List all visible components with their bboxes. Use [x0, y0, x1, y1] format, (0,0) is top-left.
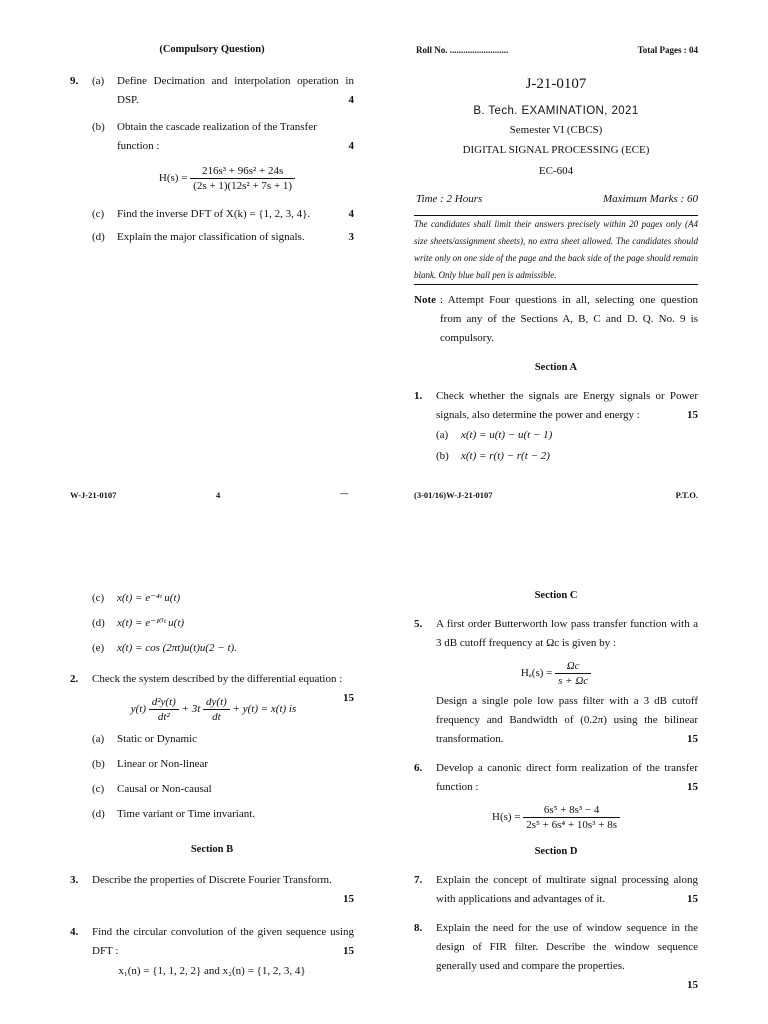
- part-text: Define Decimation and interpolation operation in DSP.: [117, 75, 354, 106]
- question-text: Check whether the signals are Energy signals or Power signals, also determine the power and energy :: [436, 390, 698, 421]
- roll-number: Roll No. ..........................: [416, 45, 509, 55]
- marks: 15: [687, 733, 698, 745]
- part-label: (e): [92, 642, 105, 654]
- question-1: [414, 387, 698, 425]
- footer-code-right: (3-01/16)W-J-21-0107: [414, 490, 493, 500]
- left-column-bottom: [70, 589, 354, 978]
- part-text: x(t) = u(t) − u(t − 1): [461, 429, 553, 441]
- question-8: [414, 919, 698, 995]
- part-text: Causal or Non-causal: [117, 783, 212, 795]
- marks: 4: [348, 140, 354, 152]
- question-number: 6.: [414, 762, 423, 774]
- question-text: Explain the concept of multirate signal processing along with applications and advantages of it.: [436, 874, 698, 905]
- part-label: (b): [92, 121, 105, 133]
- numerator: 6s⁵ + 8s³ − 4: [523, 803, 620, 818]
- q9-part-c: [92, 205, 354, 224]
- question-7: [414, 871, 698, 909]
- q6-equation: [414, 803, 698, 832]
- question-number: 3.: [70, 874, 79, 886]
- question-text: Find the circular convolution of the given sequence using DFT :: [92, 926, 354, 957]
- part-text: Obtain the cascade realization of the Transfer function :: [117, 121, 317, 152]
- q2-part-a: [92, 730, 354, 749]
- footer-dash: —: [340, 488, 349, 498]
- part-label: (c): [92, 592, 105, 604]
- q2-part-d: [92, 805, 354, 824]
- marks: 15: [687, 409, 698, 421]
- part-text: Find the inverse DFT of X(k) = {1, 2, 3, 4}.: [117, 208, 311, 220]
- eq-lhs: H(s) =: [492, 811, 521, 824]
- part-text: x(t) = r(t) − r(t − 2): [461, 450, 550, 462]
- part-text: x(t) = e⁻⁴ᵗ u(t): [117, 592, 181, 604]
- part-label: (b): [436, 450, 449, 462]
- part-label: (d): [92, 617, 105, 629]
- eq-lhs: H(s) =: [158, 172, 188, 185]
- note: [414, 291, 698, 348]
- question-text: Describe the properties of Discrete Fourier Transform.: [92, 874, 332, 886]
- part-text: Time variant or Time invariant.: [117, 808, 256, 820]
- numerator: 216s³ + 96s² + 24s: [190, 164, 295, 179]
- marks: 15: [343, 945, 354, 957]
- part-label: (a): [92, 733, 105, 745]
- part-text: x(t) = cos (2πt)u(t)u(2 − t).: [117, 642, 237, 654]
- max-marks: Maximum Marks : 60: [602, 193, 698, 205]
- part-text: Static or Dynamic: [117, 733, 198, 745]
- part-text: Explain the major classification of signals.: [117, 231, 305, 243]
- exam-title: B. Tech. EXAMINATION, 2021: [473, 105, 639, 117]
- denominator: dt: [212, 711, 221, 723]
- q9-part-b: [92, 118, 354, 156]
- note-label: Note: [414, 294, 436, 306]
- paper-code: J-21-0107: [525, 76, 587, 92]
- section-c-heading: Section C: [534, 590, 578, 601]
- course-code: EC-604: [538, 165, 574, 177]
- part-text: Linear or Non-linear: [117, 758, 209, 770]
- marks: 15: [343, 692, 354, 704]
- section-a-heading: Section A: [534, 362, 578, 373]
- q9b-equation: [100, 164, 354, 193]
- question-text: Check the system described by the differential equation :: [92, 673, 343, 685]
- marks: 4: [348, 94, 354, 106]
- right-column-bottom: [414, 586, 698, 995]
- fraction: [190, 164, 295, 193]
- section-b-heading: Section B: [190, 844, 234, 855]
- question-text: Design a single pole low pass filter with a 3 dB cutoff frequency and Bandwidth of (0.2π) using the bilinear transformation.: [436, 695, 698, 745]
- marks: 4: [348, 208, 354, 220]
- part-label: (d): [92, 808, 105, 820]
- left-column-top: [70, 42, 354, 247]
- question-text: Develop a canonic direct form realization of the transfer function :: [436, 762, 698, 793]
- marks: 15: [687, 979, 698, 991]
- marks: 15: [687, 781, 698, 793]
- q2-part-c: [92, 780, 354, 799]
- total-pages: Total Pages : 04: [637, 45, 698, 55]
- footer-page-number: 4: [216, 490, 221, 500]
- time: Time : 2 Hours: [416, 193, 483, 205]
- question-number: 5.: [414, 618, 423, 630]
- question-5-continued: [414, 692, 698, 749]
- part-label: (b): [92, 758, 105, 770]
- q1-part-d: [92, 614, 354, 633]
- question-9: [70, 72, 354, 110]
- fraction: [149, 695, 179, 724]
- note-text: : Attempt Four questions in all, selecting one question from any of the Sections A, B, C and D. Q. No. 9 is compulsory.: [440, 294, 698, 344]
- part-label: (d): [92, 231, 105, 243]
- q1-part-a: [436, 426, 698, 445]
- question-3: [70, 871, 354, 909]
- question-number: 7.: [414, 874, 423, 886]
- denominator: s + Ωc: [558, 675, 589, 687]
- question-number: 2.: [70, 673, 79, 685]
- question-number: 8.: [414, 922, 423, 934]
- compulsory-heading: (Compulsory Question): [159, 44, 265, 55]
- marks: 15: [687, 893, 698, 905]
- fraction: [523, 803, 620, 832]
- numerator: dy(t): [203, 695, 230, 710]
- numerator: d²y(t): [149, 695, 179, 710]
- page-bottom: [0, 512, 768, 1024]
- eq-lhs: Hₐ(s) =: [520, 667, 553, 680]
- part-text: x(t) = e⁻¹⁰ᵗ u(t): [117, 617, 185, 629]
- fraction: [555, 659, 591, 688]
- q1-part-c: [92, 589, 354, 608]
- marks: 3: [348, 231, 354, 243]
- q1-part-b: [436, 447, 698, 466]
- denominator: (2s + 1)(12s² + 7s + 1): [193, 180, 293, 192]
- numerator: Ωc: [555, 659, 591, 674]
- q2-equation: [90, 695, 354, 724]
- q9-part-d: [92, 228, 354, 247]
- section-d-heading: Section D: [534, 846, 578, 857]
- part-label: (a): [436, 429, 449, 441]
- question-4: [70, 923, 354, 961]
- q9-part-a: [92, 72, 354, 110]
- question-6: [414, 759, 698, 797]
- fraction: [203, 695, 230, 724]
- marks: 15: [343, 893, 354, 905]
- footer-pto: P.T.O.: [675, 490, 698, 500]
- question-number: 1.: [414, 390, 423, 402]
- right-column-top: [414, 74, 698, 466]
- eq-term: + y(t) = x(t) is: [232, 703, 297, 716]
- question-text: Explain the need for the use of window sequence in the design of FIR filter. Describe the window sequence generally used and compare the properties.: [436, 922, 698, 972]
- eq-term: y(t): [130, 703, 146, 716]
- denominator: 2s⁵ + 6s⁴ + 10s³ + 8s: [526, 819, 617, 831]
- question-number: 9.: [70, 75, 79, 87]
- time-marks-row: [414, 189, 698, 211]
- q5-equation: [414, 659, 698, 688]
- part-label: (c): [92, 783, 105, 795]
- q4-sequences: x₁(n) = {1, 1, 2, 2} and x₂(n) = {1, 2, 3, 4}: [118, 965, 306, 977]
- denominator: dt²: [157, 711, 170, 723]
- part-label: (c): [92, 208, 105, 220]
- question-number: 4.: [70, 926, 79, 938]
- eq-term: + 3t: [181, 703, 201, 716]
- question-5: [414, 615, 698, 653]
- instructions: The candidates shall limit their answers precisely within 20 pages only (A4 size sheets/assignment sheets), no extra sheet allowed. The candidates should write only on one side of the page and the back side of the page should remain blank. Only blue ball pen is admissible.: [414, 215, 698, 285]
- footer-code-left: W-J-21-0107: [70, 490, 117, 500]
- q1-part-e: [92, 639, 354, 658]
- semester: Semester VI (CBCS): [509, 124, 603, 136]
- part-label: (a): [92, 75, 105, 87]
- subject: DIGITAL SIGNAL PROCESSING (ECE): [462, 144, 650, 156]
- question-text: A first order Butterworth low pass transfer function with a 3 dB cutoff frequency at Ωc is given by :: [436, 618, 698, 649]
- q2-part-b: [92, 755, 354, 774]
